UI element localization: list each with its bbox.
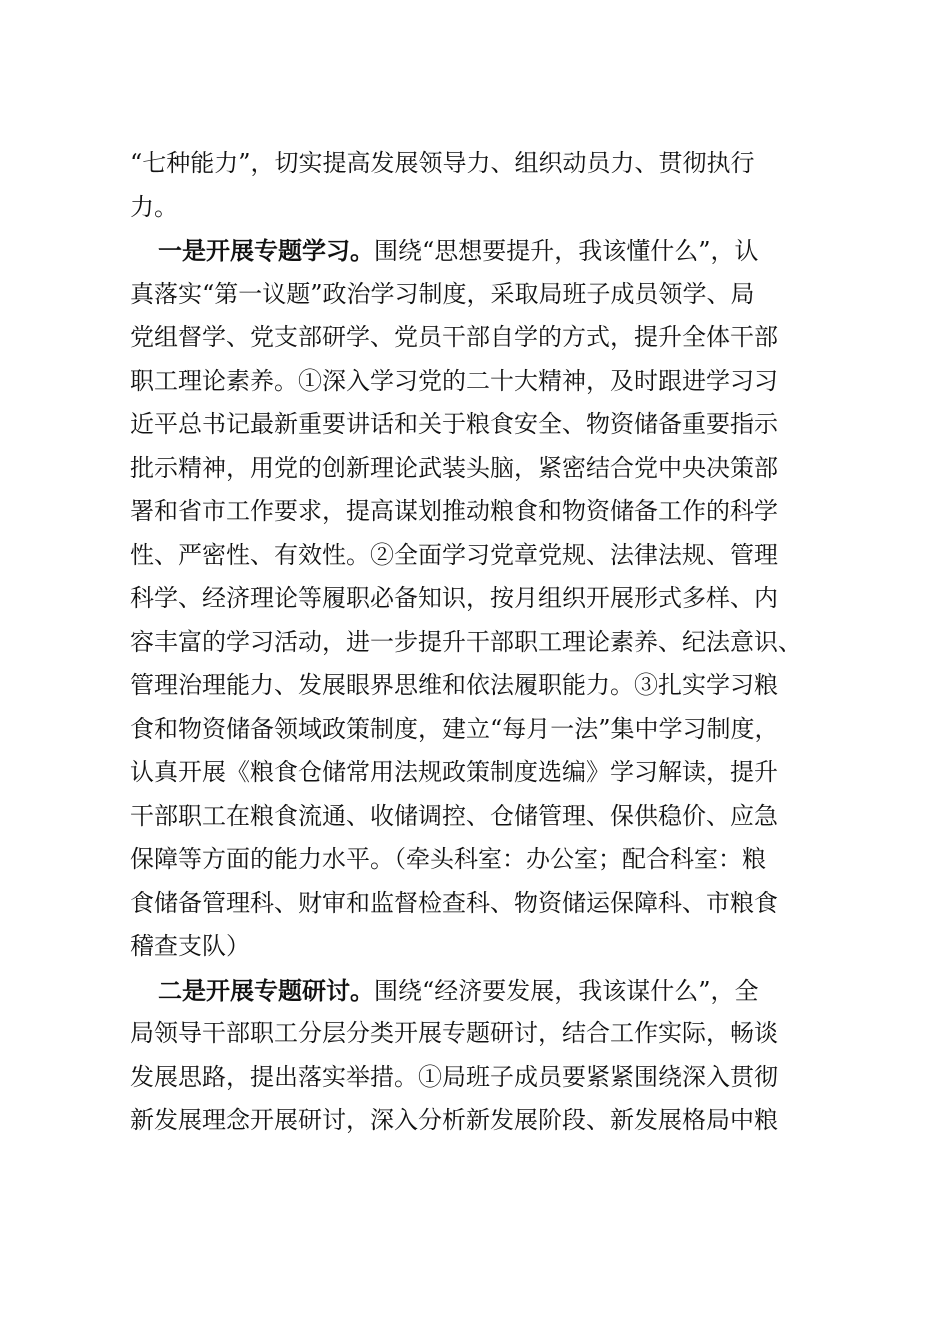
- section-one-line: 近平总书记最新重要讲话和关于粮食安全、物资储备重要指示: [130, 410, 778, 438]
- section-two-line: 发展思路，提出落实举措。①局班子成员要紧紧围绕深入贯彻: [130, 1062, 778, 1091]
- section-one-line: 真落实“第一议题”政治学习制度，采取局班子成员领学、局: [130, 279, 755, 308]
- section-one-line: 管理治理能力、发展眼界思维和依法履职能力。③扎实学习粮: [130, 671, 778, 699]
- section-two-line: 新发展理念开展研讨，深入分析新发展阶段、新发展格局中粮: [130, 1106, 778, 1134]
- section-two-first-line: [130, 969, 830, 1013]
- section-one-line: 认真开展《粮食仓储常用法规政策制度选编》学习解读，提升: [130, 758, 778, 786]
- section-one-line: 批示精神，用党的创新理论武装头脑，紧密结合党中央决策部: [130, 453, 778, 482]
- intro-line-2: 力。: [130, 192, 178, 221]
- section-one-line: 科学、经济理论等履职必备知识，按月组织开展形式多样、内: [130, 584, 778, 612]
- section-one-line: 党组督学、党支部研学、党员干部自学的方式，提升全体干部: [130, 323, 778, 351]
- section-one-line: 食和物资储备领域政策制度，建立“每月一法”集中学习制度，: [130, 714, 779, 743]
- section-two-line: 局领导干部职工分层分类开展专题研讨，结合工作实际，畅谈: [130, 1019, 778, 1047]
- section-one-first-line-rest: 围绕“思想要提升，我该懂什么”，认: [374, 237, 759, 265]
- section-one-line: 稽查支队）: [130, 932, 250, 960]
- section-two-heading: 二是开展专题研讨。: [158, 975, 374, 1005]
- section-one-first-line: [130, 229, 830, 273]
- intro-line-1: “七种能力”，切实提高发展领导力、组织动员力、贯彻执行: [130, 149, 755, 177]
- section-one-line: 署和省市工作要求，提高谋划推动粮食和物资储备工作的科学: [130, 497, 778, 525]
- section-one-line: 容丰富的学习活动，进一步提升干部职工理论素养、纪法意识、: [130, 627, 802, 656]
- section-one-line: 保障等方面的能力水平。（牵头科室：办公室；配合科室：粮: [130, 845, 766, 873]
- section-two-first-line-rest: 围绕“经济要发展，我该谋什么”，全: [374, 976, 759, 1005]
- section-one-line: 职工理论素养。①深入学习党的二十大精神，及时跟进学习习: [130, 366, 778, 395]
- section-one-line: 性、严密性、有效性。②全面学习党章党规、法律法规、管理: [130, 540, 778, 569]
- section-one-heading: 一是开展专题学习。: [158, 236, 374, 265]
- section-one-line: 食储备管理科、财审和监督检查科、物资储运保障科、市粮食: [130, 888, 778, 917]
- document-body: [130, 142, 830, 1143]
- section-one-line: 干部职工在粮食流通、收储调控、仓储管理、保供稳价、应急: [130, 801, 778, 830]
